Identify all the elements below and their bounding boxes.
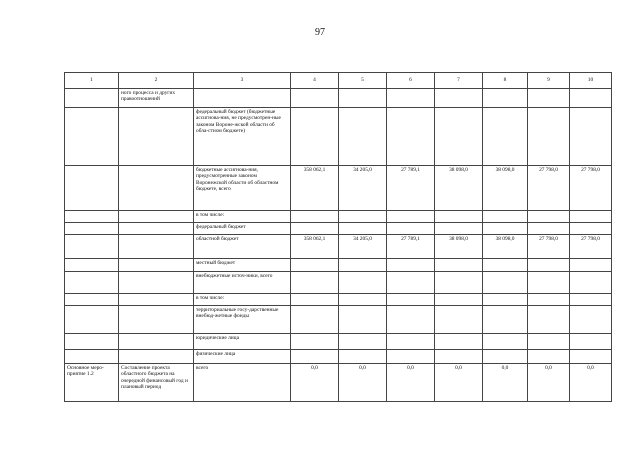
value-cell (339, 211, 387, 223)
page-number: 97 (315, 27, 325, 38)
table-row (65, 306, 612, 334)
value-cell (570, 306, 612, 334)
value-cell (483, 108, 528, 166)
value-cell (387, 294, 435, 306)
value-cell (339, 108, 387, 166)
value-cell (339, 306, 387, 334)
header-cell: 10 (570, 73, 612, 89)
table-row (65, 223, 612, 235)
value-cell: 34 205,0 (339, 166, 387, 211)
value-cell (387, 306, 435, 334)
value-cell (435, 108, 483, 166)
value-cell (291, 350, 339, 364)
value-cell: 34 205,0 (339, 235, 387, 259)
table-row (65, 272, 612, 294)
value-cell (528, 108, 570, 166)
value-cell (435, 306, 483, 334)
value-cell (528, 272, 570, 294)
value-cell (435, 211, 483, 223)
funding-source-cell: территориальные госу-дарственные внебюд-жетные фонды (194, 306, 291, 334)
value-cell (528, 294, 570, 306)
description-cell (119, 350, 194, 364)
value-cell (528, 334, 570, 350)
value-cell (291, 294, 339, 306)
value-cell (435, 350, 483, 364)
value-cell: 27 789,1 (387, 166, 435, 211)
value-cell (483, 334, 528, 350)
header-row (65, 73, 612, 89)
value-cell (291, 89, 339, 108)
table-row (65, 334, 612, 350)
table-row (65, 211, 612, 223)
description-cell (119, 108, 194, 166)
value-cell (528, 306, 570, 334)
value-cell (339, 223, 387, 235)
funding-source-cell: физические лица (194, 350, 291, 364)
description-cell (119, 166, 194, 211)
activity-cell (65, 294, 119, 306)
value-cell (291, 306, 339, 334)
header-cell: 1 (65, 73, 119, 89)
value-cell (387, 272, 435, 294)
value-cell: 0,0 (291, 364, 339, 402)
value-cell (570, 294, 612, 306)
description-cell (119, 259, 194, 272)
funding-source-cell: в том числе: (194, 294, 291, 306)
funding-source-cell: местный бюджет (194, 259, 291, 272)
value-cell: 0,0 (435, 364, 483, 402)
value-cell: 0,0 (387, 364, 435, 402)
table-row (65, 259, 612, 272)
value-cell (483, 350, 528, 364)
header-cell: 5 (339, 73, 387, 89)
value-cell: 0,0 (528, 364, 570, 402)
activity-cell (65, 108, 119, 166)
value-cell (387, 334, 435, 350)
value-cell (387, 350, 435, 364)
description-cell (119, 223, 194, 235)
value-cell: 27 798,0 (528, 235, 570, 259)
activity-cell: Основное меро-приятие 1.2 (65, 364, 119, 402)
value-cell (528, 89, 570, 108)
value-cell (435, 294, 483, 306)
value-cell: 0,0 (570, 364, 612, 402)
value-cell (291, 211, 339, 223)
value-cell (570, 108, 612, 166)
value-cell (339, 350, 387, 364)
value-cell (435, 223, 483, 235)
value-cell (291, 223, 339, 235)
activity-cell (65, 166, 119, 211)
value-cell (483, 294, 528, 306)
value-cell (387, 259, 435, 272)
funding-source-cell: всего (194, 364, 291, 402)
header-cell: 2 (119, 73, 194, 89)
description-cell (119, 235, 194, 259)
value-cell (570, 223, 612, 235)
header-cell: 9 (528, 73, 570, 89)
value-cell (291, 108, 339, 166)
value-cell (483, 272, 528, 294)
value-cell (528, 350, 570, 364)
value-cell: 38 098,0 (435, 166, 483, 211)
table-row (65, 89, 612, 108)
description-cell: ного процесса и других правоотношений (119, 89, 194, 108)
value-cell (291, 334, 339, 350)
funding-source-cell: юридические лица (194, 334, 291, 350)
value-cell (528, 223, 570, 235)
value-cell: 0,0 (483, 364, 528, 402)
table-row (65, 235, 612, 259)
activity-cell (65, 334, 119, 350)
value-cell: 38 098,0 (483, 235, 528, 259)
description-cell (119, 211, 194, 223)
value-cell: 358 062,1 (291, 166, 339, 211)
value-cell (339, 89, 387, 108)
value-cell (339, 294, 387, 306)
funding-source-cell: внебюджетные источ-ники, всего (194, 272, 291, 294)
table-row (65, 364, 612, 402)
header-cell: 8 (483, 73, 528, 89)
table-row (65, 108, 612, 166)
value-cell (291, 259, 339, 272)
funding-source-cell: в том числе: (194, 211, 291, 223)
value-cell (387, 223, 435, 235)
value-cell (528, 259, 570, 272)
header-cell: 3 (194, 73, 291, 89)
value-cell (570, 334, 612, 350)
table-row (65, 166, 612, 211)
activity-cell (65, 235, 119, 259)
activity-cell (65, 306, 119, 334)
value-cell: 38 098,0 (483, 166, 528, 211)
value-cell (435, 259, 483, 272)
value-cell (570, 350, 612, 364)
value-cell (483, 89, 528, 108)
activity-cell (65, 350, 119, 364)
value-cell: 27 798,0 (570, 235, 612, 259)
activity-cell (65, 272, 119, 294)
description-cell (119, 294, 194, 306)
header-cell: 4 (291, 73, 339, 89)
value-cell: 27 789,1 (387, 235, 435, 259)
funding-source-cell: областной бюджет (194, 235, 291, 259)
activity-cell (65, 259, 119, 272)
description-cell (119, 272, 194, 294)
value-cell (570, 89, 612, 108)
value-cell: 27 798,0 (528, 166, 570, 211)
value-cell: 27 798,0 (570, 166, 612, 211)
value-cell (339, 272, 387, 294)
value-cell (570, 272, 612, 294)
value-cell (387, 211, 435, 223)
value-cell (291, 272, 339, 294)
description-cell: Составление проекта областного бюджета на очередной финансовый год и плановый период (119, 364, 194, 402)
funding-source-cell: бюджетные ассигнова-ния, предусмотренные законом Воронежской области об областном бюджете, всего (194, 166, 291, 211)
value-cell: 0,0 (339, 364, 387, 402)
description-cell (119, 334, 194, 350)
value-cell (435, 334, 483, 350)
table-row (65, 350, 612, 364)
funding-source-cell: федеральный бюджет (бюджетные ассигнова-ния, не предусмотрен-ные законом Вороне-жской области об обла-стном бюджете) (194, 108, 291, 166)
table-row (65, 294, 612, 306)
value-cell: 38 098,0 (435, 235, 483, 259)
value-cell (339, 259, 387, 272)
funding-source-cell: федеральный бюджет (194, 223, 291, 235)
activity-cell (65, 223, 119, 235)
value-cell (387, 108, 435, 166)
header-cell: 7 (435, 73, 483, 89)
value-cell (483, 211, 528, 223)
funding-source-cell (194, 89, 291, 108)
value-cell (387, 89, 435, 108)
value-cell (435, 272, 483, 294)
value-cell (483, 259, 528, 272)
value-cell (483, 306, 528, 334)
value-cell (528, 211, 570, 223)
budget-table (64, 72, 612, 402)
value-cell (570, 259, 612, 272)
header-cell: 6 (387, 73, 435, 89)
value-cell: 358 062,1 (291, 235, 339, 259)
value-cell (483, 223, 528, 235)
value-cell (435, 89, 483, 108)
activity-cell (65, 89, 119, 108)
value-cell (570, 211, 612, 223)
description-cell (119, 306, 194, 334)
value-cell (339, 334, 387, 350)
activity-cell (65, 211, 119, 223)
